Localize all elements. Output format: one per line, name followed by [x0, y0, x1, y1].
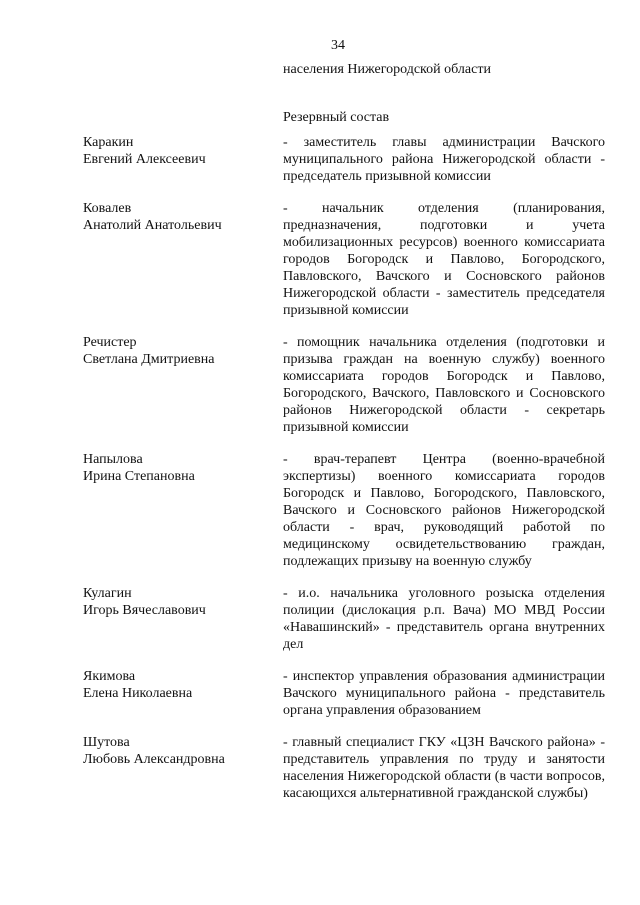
member-given-names: Игорь Вячеславович — [83, 603, 206, 618]
member-name — [83, 200, 283, 319]
member-given-names: Анатолий Анатольевич — [83, 218, 222, 233]
member-entry — [83, 200, 605, 319]
member-name — [83, 334, 283, 436]
member-entry — [83, 451, 605, 570]
member-surname: Напылова — [83, 452, 143, 467]
member-role: - заместитель главы администрации Вачского муниципального района Нижегородской области - председатель призывной комиссии — [283, 135, 605, 184]
member-surname: Якимова — [83, 669, 136, 684]
member-name — [83, 734, 283, 802]
member-role: - врач-терапевт Центра (военно-врачебной экспертизы) военного комиссариата городов Богородск и Павлово, Богородского, Павловского, Вачского и Сосновского районов Нижегородской области - врач, руководящий работой по медицинскому освидетельствованию граждан, подлежащих призыву на военную службу — [283, 452, 605, 569]
member-role: - помощник начальника отделения (подготовки и призыва граждан на военную службу) военного комиссариата городов Богородск и Павлово, Богородского, Вачского, Павловского и Сосновского районов Нижегородской области - секретарь призывной комиссии — [283, 335, 605, 435]
member-entry — [83, 668, 605, 719]
member-name — [83, 668, 283, 719]
member-surname: Шутова — [83, 735, 130, 750]
member-name — [83, 134, 283, 185]
member-role: - и.о. начальника уголовного розыска отделения полиции (дислокация р.п. Вача) МО МВД России «Навашинский» - представитель органа внутренних дел — [283, 586, 605, 652]
member-entry — [83, 334, 605, 436]
member-entry — [83, 585, 605, 653]
member-name — [83, 451, 283, 570]
section-title: Резервный состав — [283, 110, 390, 125]
member-surname: Кулагин — [83, 586, 132, 601]
member-surname: Каракин — [83, 135, 134, 150]
member-surname: Речистер — [83, 335, 137, 350]
member-given-names: Любовь Александровна — [83, 752, 225, 767]
member-role: - начальник отделения (планирования, предназначения, подготовки и учета мобилизационных ресурсов) военного комиссариата городов Богородск и Павлово, Богородского, Павловского, Вачского и Сосновского районов Нижегородской области - заместитель председателя призывной комиссии — [283, 201, 605, 318]
continuation-text: населения Нижегородской области — [283, 62, 491, 77]
member-given-names: Евгений Алексеевич — [83, 152, 206, 167]
member-list — [83, 134, 605, 817]
member-surname: Ковалев — [83, 201, 132, 216]
member-given-names: Ирина Степановна — [83, 469, 195, 484]
member-role: - главный специалист ГКУ «ЦЗН Вачского района» - представитель управления по труду и занятости населения Нижегородской области (в части вопросов, касающихся альтернативной гражданской службы) — [283, 735, 605, 801]
member-given-names: Елена Николаевна — [83, 686, 193, 701]
member-role: - инспектор управления образования администрации Вачского муниципального района - представитель органа управления образованием — [283, 669, 605, 718]
page-number: 34 — [331, 38, 345, 53]
member-entry — [83, 734, 605, 802]
member-name — [83, 585, 283, 653]
member-entry — [83, 134, 605, 185]
member-given-names: Светлана Дмитриевна — [83, 352, 215, 367]
